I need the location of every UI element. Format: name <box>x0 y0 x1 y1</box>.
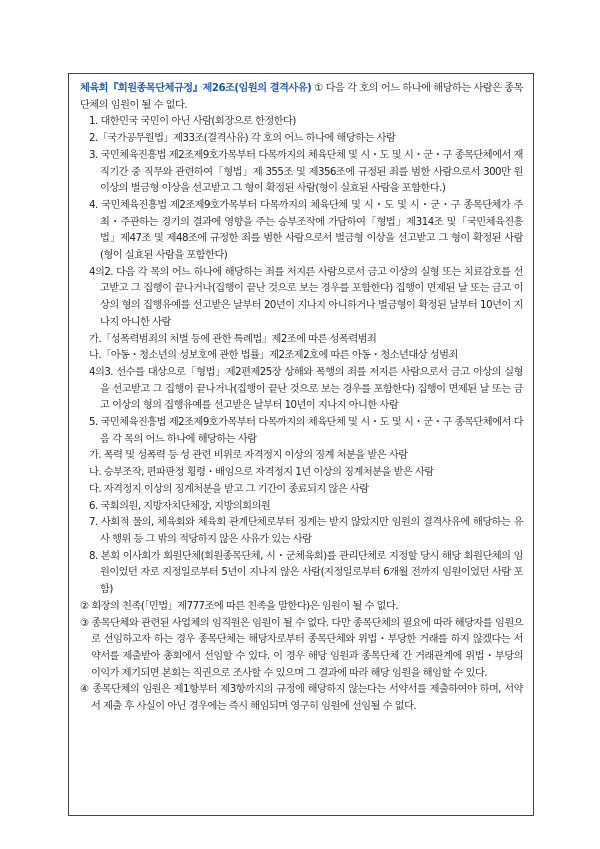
list-item: 4의2. 다음 각 목의 어느 하나에 해당하는 죄를 저지른 사람으로서 금고 이상의 실형 또는 치료감호를 선고받고 그 집행이 끝나거나(집행이 끝난 것으로 보는 경우를 포함한다) 집행이 면제된 날 또는 금고 이상의 형의 집행유예를 선고받은 날부터 20년이 지나지 아니하거나 벌금형이 확정된 날부터 10년이 지나지 아니한 사람 <box>89 266 523 328</box>
sub-list-item: 가. 폭력 및 성폭력 등 성 관련 비위로 자격정지 이상의 징계 처분을 받은 사람 <box>89 450 408 462</box>
sub-list-item: 나.「아동・청소년의 성보호에 관한 법률」제2조제2호에 따른 아동・청소년대상 성범죄 <box>89 350 458 362</box>
article-heading <box>80 81 523 114</box>
list-item: 1. 대한민국 국민이 아닌 사람(회장으로 한정한다) <box>89 116 296 128</box>
article-lead: ① 다음 각 호의 어느 하나에 해당하는 사람은 종목단체의 임원이 될 수 없다. <box>80 83 523 111</box>
clause: ② 회장의 친족(「민법」제777조에 따른 친족을 말한다)은 임원이 될 수 없다. <box>80 600 399 612</box>
list-item: 4의3. 선수를 대상으로「형법」제2편제25장 상해와 폭행의 죄를 저지른 사람으로서 금고 이상의 실형을 선고받고 그 집행이 끝나거나(집행이 끝난 것으로 보는 경우를 포함한다) 집행이 면제된 날 또는 금고 이상의 형의 집행유예를 선고받은 날부터 10년이 지나지 아니한 사람 <box>89 366 523 412</box>
list-item: 5. 국민체육진흥법 제2조제9호가목부터 다목까지의 체육단체 및 시・도 및 시・군・구 종목단체에서 다음 각 목의 어느 하나에 해당하는 사람 <box>89 417 523 445</box>
clause: ④ 종목단체의 임원은 제1항부터 제3항까지의 규정에 해당하지 않는다는 서약서를 제출하여야 하며, 서약서 제출 후 사실이 아닌 경우에는 즉시 해임되며 영구히 임원에 선임될 수 없다. <box>80 684 523 713</box>
list-item: 4. 국민체육진흥법 제2조제9호가목부터 다목까지의 체육단체 및 시・도 및 시・군・구 종목단체가 주최・주관하는 경기의 결과에 영향을 주는 승부조작에 가담하여「형법」제314조 및「국민체육진흥법」제47조 및 제48조에 규정한 죄를 범한 사람으로서 벌금형 이상을 선고받고 그 형이 확정된 사람(형이 실효된 사람을 포함한다) <box>89 199 523 262</box>
sub-list-item: 다. 자격정지 이상의 징계처분을 받고 그 기간이 종료되지 않은 사람 <box>89 483 369 495</box>
list-item: 2.「국가공무원법」제33조(결격사유) 각 호의 어느 하나에 해당하는 사람 <box>89 133 396 145</box>
list-item: 7. 사회적 물의, 체육회와 체육회 관계단체로부터 징계는 받지 않았지만 임원의 결격사유에 해당하는 유사 행위 등 그 밖의 적당하지 않은 사유가 있는 사람 <box>89 517 523 545</box>
article-title: 체육회『회원종목단체규정』제26조(임원의 결격사유) <box>80 83 312 94</box>
list-item: 3. 국민체육진흥법 제2조제9호가목부터 다목까지의 체육단체 및 시・도 및 시・군・구 종목단체에서 재직기간 중 직무와 관련하여「형법」제 355조 및 제356조에 규정된 죄를 범한 사람으로서 300만 원 이상의 벌금형 이상을 선고받고 그 형이 확정된 사람(형이 실효된 사람을 포함한다.) <box>89 149 523 195</box>
list-item: 6. 국회의원, 지방자치단체장, 지방의회의원 <box>89 500 271 512</box>
sub-list-item: 가.「성폭력범죄의 처벌 등에 관한 특례법」제2조에 따른 성폭력범죄 <box>89 333 377 345</box>
clause: ③ 종목단체와 관련된 사업체의 임직원은 임원이 될 수 없다. 다만 종목단체의 필요에 따라 해당자를 임원으로 선임하고자 하는 경우 종목단체는 해당자로부터 종목단체와 위법・부당한 거래를 하지 않겠다는 서약서를 제출받아 총회에서 선임할 수 있다. 이 경우 해당 임원과 종목단체 간 거래관계에 위법・부당의 이익가 제기되면 본회는 직권으로 조사할 수 있으며 그 결과에 따라 해당 임원을 해임할 수 있다. <box>80 617 523 679</box>
sub-list-item: 나. 승부조작, 편파판정 횡령・배임으로 자격정지 1년 이상의 징계처분을 받은 사람 <box>89 467 434 479</box>
regulation-box <box>68 73 534 816</box>
list-item: 8. 본회 이사회가 회원단체(회원종목단체, 시・군체육회)를 관리단체로 지정할 당시 해당 회원단체의 임원이었던 자로 지정일로부터 5년이 지나지 않은 사람(지정일로부터 6개월 전까지 임원이었던 사람 포함) <box>89 550 523 596</box>
